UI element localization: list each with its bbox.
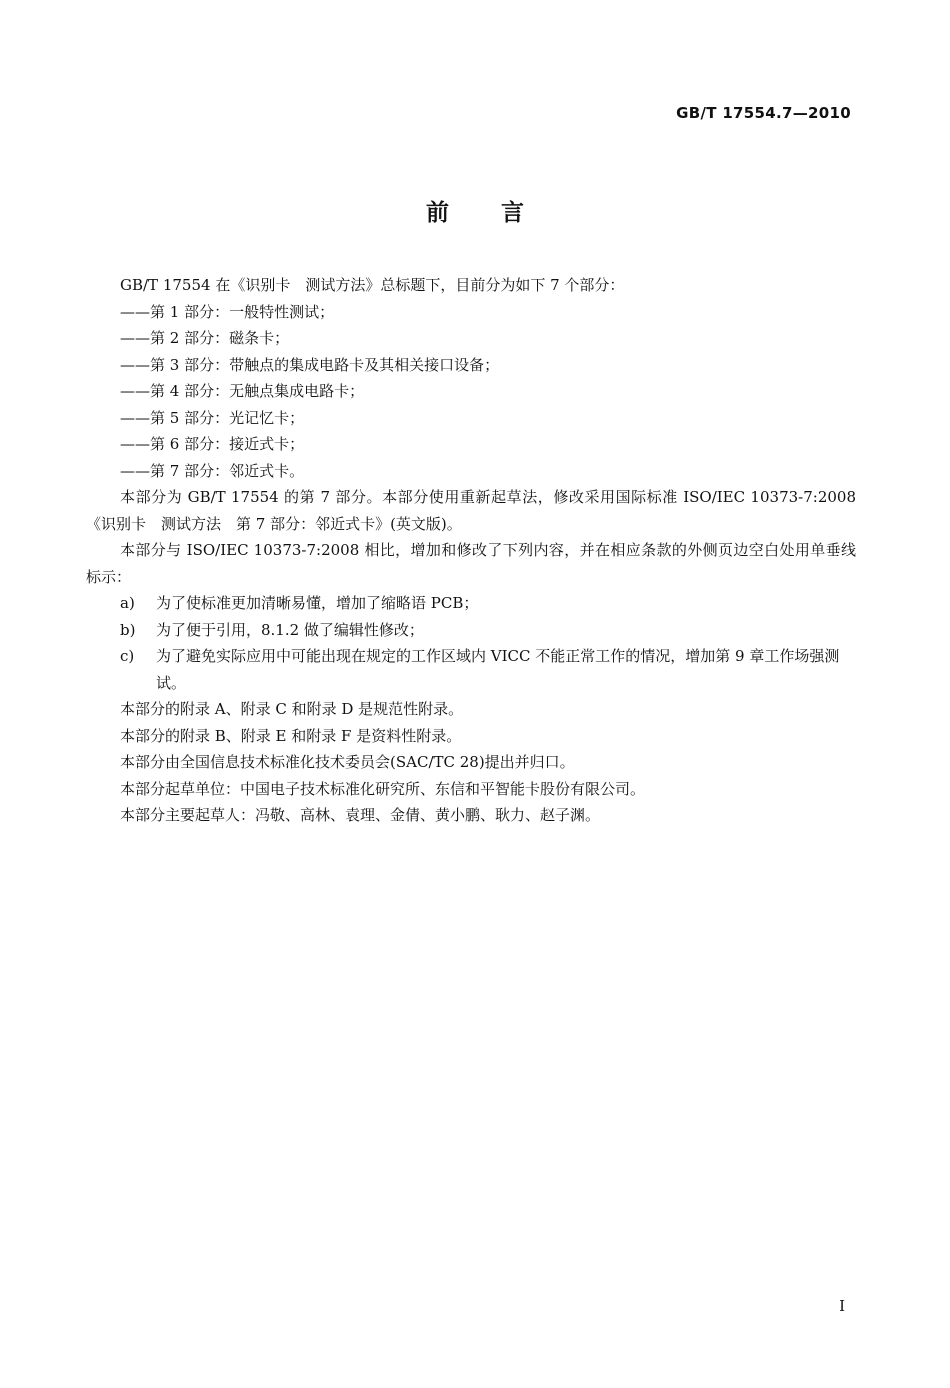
page-title: 前言 bbox=[426, 200, 576, 226]
list-marker: c) bbox=[120, 647, 135, 665]
changes-list bbox=[86, 590, 856, 696]
change-text: 为了避免实际应用中可能出现在规定的工作区域内 VICC 不能正常工作的情况，增加第 9 章工作场强测试。 bbox=[156, 647, 840, 692]
annex-normative-paragraph: 本部分的附录 A、附录 C 和附录 D 是规范性附录。 bbox=[120, 700, 464, 718]
annex-informative-paragraph: 本部分的附录 B、附录 E 和附录 F 是资料性附录。 bbox=[120, 726, 462, 745]
changes-paragraph: 本部分与 ISO/IEC 10373-7:2008 相比，增加和修改了下列内容，并在相应条款的外侧页边空白处用单垂线标示： bbox=[86, 541, 856, 586]
part-item-4: ——第 4 部分：无触点集成电路卡； bbox=[120, 382, 365, 400]
document-code: GB/T 17554.7—2010 bbox=[676, 104, 851, 122]
part-item-7: ——第 7 部分：邻近式卡。 bbox=[120, 461, 305, 480]
part-item-1: ——第 1 部分：一般特性测试； bbox=[120, 302, 335, 321]
document-body bbox=[86, 272, 856, 829]
change-item-a bbox=[86, 590, 856, 617]
change-item-c bbox=[86, 643, 856, 696]
list-marker: a) bbox=[120, 594, 135, 612]
page-number: I bbox=[839, 1297, 845, 1315]
drafting-units-paragraph: 本部分起草单位：中国电子技术标准化研究所、东信和平智能卡股份有限公司。 bbox=[120, 779, 646, 798]
closing-paragraphs bbox=[86, 696, 856, 829]
adoption-paragraph: 本部分为 GB/T 17554 的第 7 部分。本部分使用重新起草法，修改采用国际标准 ISO/IEC 10373-7:2008《识别卡 测试方法 第 7 部分：邻近式卡》(英文版)。 bbox=[86, 488, 856, 533]
change-text: 为了使标准更加清晰易懂，增加了缩略语 PCB； bbox=[156, 594, 479, 612]
part-item-2: ——第 2 部分：磁条卡； bbox=[120, 329, 290, 347]
part-item-5: ——第 5 部分：光记忆卡； bbox=[120, 408, 305, 427]
part-item-3: ——第 3 部分：带触点的集成电路卡及其相关接口设备； bbox=[120, 355, 500, 374]
proposer-paragraph: 本部分由全国信息技术标准化技术委员会(SAC/TC 28)提出并归口。 bbox=[120, 753, 575, 771]
change-item-b bbox=[86, 617, 856, 644]
parts-list bbox=[86, 299, 856, 485]
intro-paragraph: GB/T 17554 在《识别卡 测试方法》总标题下，目前分为如下 7 个部分： bbox=[120, 276, 625, 294]
part-item-6: ——第 6 部分：接近式卡； bbox=[120, 435, 305, 453]
drafters-paragraph: 本部分主要起草人：冯敬、高林、袁理、金倩、黄小鹏、耿力、赵子渊。 bbox=[120, 806, 601, 824]
change-text: 为了便于引用，8.1.2 做了编辑性修改； bbox=[156, 620, 424, 639]
list-marker: b) bbox=[120, 620, 136, 639]
